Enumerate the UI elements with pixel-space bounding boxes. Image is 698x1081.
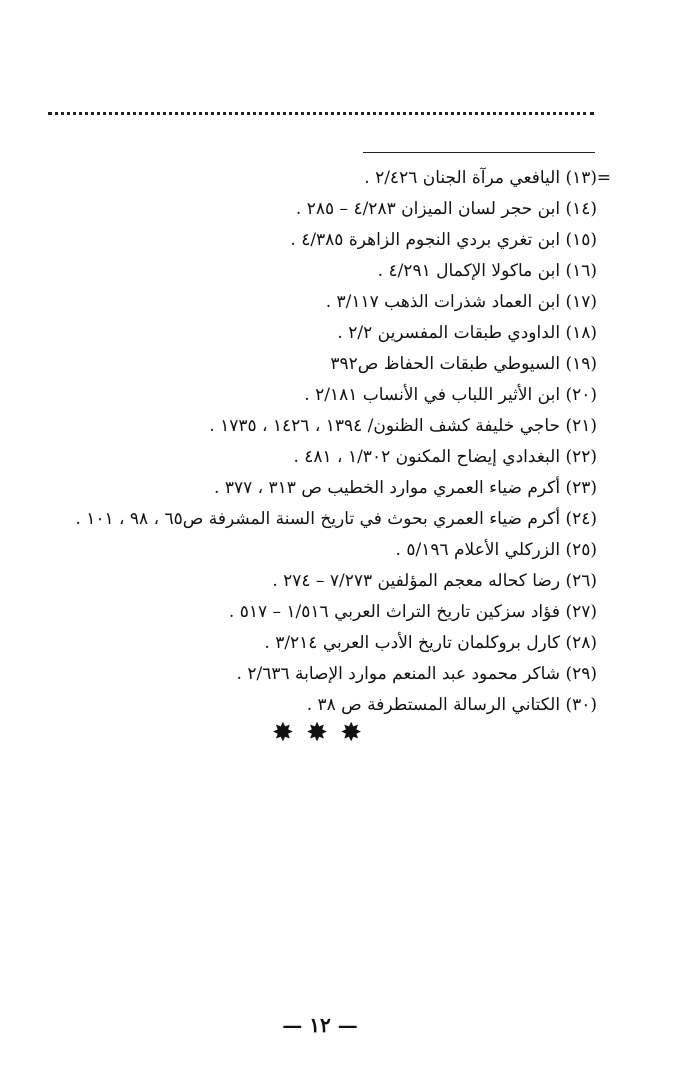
footnote-item: (٢٦) رضا كحاله معجم المؤلفين ٧/٢٧٣ – ٢٧٤ .	[272, 571, 597, 591]
footnote-item: (٢١) حاجي خليفة كشف الظنون/ ١٣٩٤ ، ١٤٢٦ ، ١٧٣٥ .	[209, 416, 597, 436]
star-ornament-icon: ✸	[340, 718, 362, 748]
footnote-item: (٢٣) أكرم ضياء العمري موارد الخطيب ص ٣١٣ ، ٣٧٧ .	[214, 478, 597, 498]
page-number: — ١٢ —	[282, 1013, 358, 1037]
footnote-item: (٢٨) كارل بروكلمان تاريخ الأدب العربي ٣/٢١٤ .	[264, 633, 597, 653]
footnote-item: (١٥) ابن تغري بردي النجوم الزاهرة ٤/٣٨٥ .	[290, 230, 597, 250]
footnote-item: (١٤) ابن حجر لسان الميزان ٤/٢٨٣ – ٢٨٥ .	[295, 199, 597, 219]
dotted-separator	[48, 112, 594, 115]
footnote-separator-line	[363, 152, 595, 153]
footnote-item: (١٩) السيوطي طبقات الحفاظ ص٣٩٢	[330, 354, 597, 374]
footnote-item: (٢٥) الزركلي الأعلام ٥/١٩٦ .	[395, 540, 597, 560]
footnote-item: (٢٤) أكرم ضياء العمري بحوث في تاريخ السنة المشرفة ص٦٥ ، ٩٨ ، ١٠١ .	[75, 509, 597, 529]
star-ornament-icon: ✸	[272, 718, 294, 748]
footnote-item: (٢٩) شاكر محمود عبد المنعم موارد الإصابة ٢/٦٣٦ .	[236, 664, 597, 684]
footnote-item: (٢٠) ابن الأثير اللباب في الأنساب ٢/١٨١ .	[304, 385, 597, 405]
footnote-list	[70, 163, 611, 721]
footnote-item: (٣٠) الكتاني الرسالة المستطرفة ص ٣٨ .	[306, 695, 597, 715]
star-ornament-icon: ✸	[306, 718, 328, 748]
footnote-item: (١٣) اليافعي مرآة الجنان ٢/٤٢٦ .	[364, 168, 597, 188]
continuation-mark: =	[596, 168, 611, 188]
footnote-item: (١٨) الداودي طبقات المفسرين ٢/٢ .	[337, 323, 597, 343]
footnote-item: (٢٧) فؤاد سزكين تاريخ التراث العربي ١/٥١٦ – ٥١٧ .	[228, 602, 597, 622]
section-end-ornament	[272, 718, 362, 748]
footnote-item: (١٦) ابن ماكولا الإكمال ٤/٢٩١ .	[377, 261, 597, 281]
footnote-item: (١٧) ابن العماد شذرات الذهب ٣/١١٧ .	[325, 292, 597, 312]
footnote-item: (٢٢) البغدادي إيضاح المكنون ١/٣٠٢ ، ٤٨١ .	[293, 447, 597, 467]
